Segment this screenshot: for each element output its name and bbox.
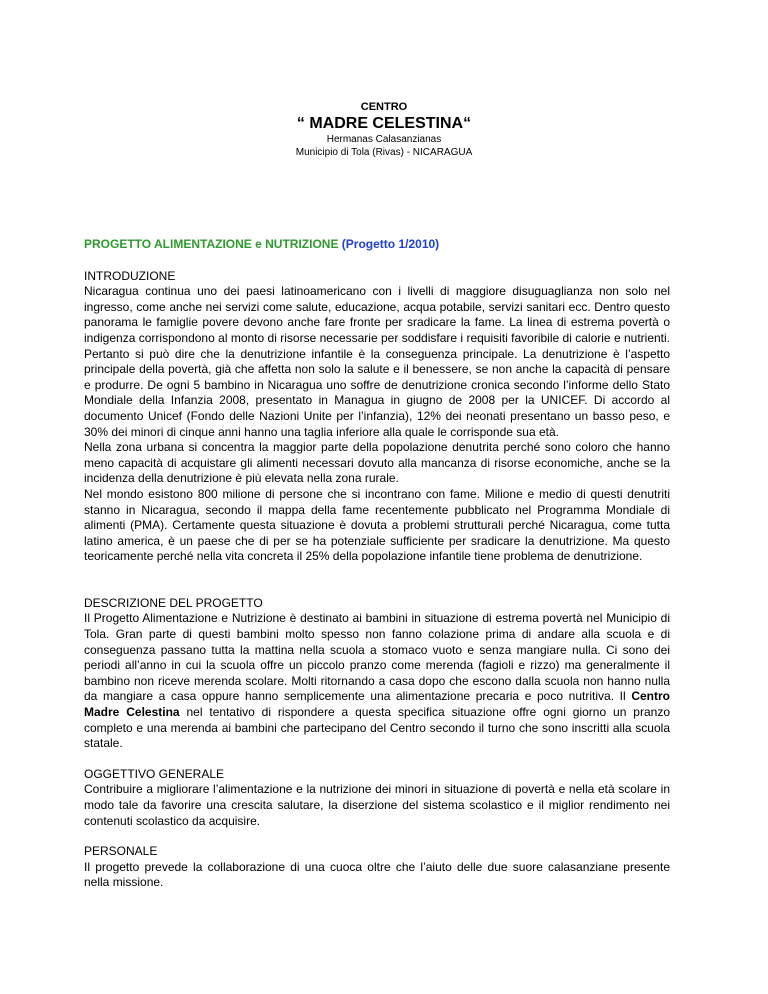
project-title-code: (Progetto 1/2010) xyxy=(341,237,440,251)
section-objective xyxy=(84,767,670,829)
header-subtitle-2: Municipio di Tola (Rivas) - NICARAGUA xyxy=(295,147,473,158)
section-introduction xyxy=(84,269,670,565)
paragraph-text: Il Progetto Alimentazione e Nutrizione è destinato ai bambini in situazione di estrema povertà nel Municipio di Tola. Gran parte di questi bambini molto spesso non fanno colazione prima di andare alla scuola e di conseguenza passano tutta la mattina nella scuola a stomaco vuoto e senza mangiare nulla. Ci sono dei periodi all’anno in cui la scuola offre un piccolo pranzo come merenda (fagioli e rizzo) ma generalmente il bambino non riceve merenda scolare. Molti ritornando a casa dopo che escono dalla scuola non hanno nulla da mangiare a casa oppure hanno semplicemente una alimentazione precaria e poco nutritiva. Il xyxy=(84,611,670,704)
header-subtitle-1: Hermanas Calasanzianas xyxy=(326,134,442,145)
paragraph: Il progetto prevede la collaborazione di una cuoca oltre che l’aiuto delle due suore calasanziane presente nella missione. xyxy=(84,859,670,890)
section-heading: PERSONALE xyxy=(84,844,158,859)
document-header xyxy=(0,100,768,159)
paragraph xyxy=(84,611,670,751)
paragraph: Nel mondo esistono 800 milione di persone che si incontrano con fame. Milione e medio di questi denutriti stanno in Nicaragua, secondo il mappa della fame recentemente pubblicato nel Programma Mondiale di alimenti (PMA). Certamente questa situazione è dovuta a problemi strutturali perché Nicaragua, come tutta latino america, è un paese che di per se ha potenziale sufficiente per sradicare la denutrizione. Ma questo teoricamente perché nella vita concreta il 25% della popolazione infantile tiene problema de denutrizione. xyxy=(84,486,670,564)
header-title: “ MADRE CELESTINA“ xyxy=(296,115,472,132)
project-title-main: PROGETTO ALIMENTAZIONE e NUTRIZIONE xyxy=(84,237,342,251)
paragraph-text: nel tentativo di rispondere a questa specifica situazione offre ogni giorno un pranzo completo e una merenda ai bambini che partecipano del Centro secondo il turno che sono inscritti alla scuola statale. xyxy=(84,705,670,751)
centro-name-bold: Centro Madre Celestina xyxy=(84,689,670,720)
paragraph: Nicaragua continua uno dei paesi latinoamericano con i livelli di maggiore disuguaglianza non solo nel ingresso, come anche nei servizi come salute, educazione, acqua potabile, servizi sanitari ecc. Dentro questo panorama le famiglie povere devono anche fare fronte per sradicare la fame. La linea di estrema povertà o indigenza corrispondono al monto di risorse necessarie per soddisfare i requisiti favoribile di calorie e nutrienti. Pertanto si può dire che la denutrizione infantile è la conseguenza principale. La denutrizione è l’aspetto principale della povertà, già che affetta non solo la salute e il benessere, se non anche la capacità di pensare e produrre. De ogni 5 bambino in Nicaragua uno soffre de denutrizione cronica secondo l’informe dello Stato Mondiale della Infanzia 2008, presentato in Managua in giugno de 2008 per la UNICEF. Di accordo al documento Unicef (Fondo delle Nazioni Unite per l’infanzia), 12% dei neonati presentano un basso peso, e 30% dei minori di cinque anni hanno una taglia inferiore alla quale le corrisponde sua età. xyxy=(84,284,670,439)
paragraph: Nella zona urbana si concentra la maggior parte della popolazione denutrita perché sono coloro che hanno meno capacità di acquistare gli alimenti necessari dovuto alla mancanza di risorse economiche, anche se la incidenza della denutrizione è più elevata nella zona rurale. xyxy=(84,440,670,486)
section-heading: DESCRIZIONE DEL PROGETTO xyxy=(84,595,263,610)
project-title xyxy=(84,237,670,253)
paragraph: Contribuire a migliorare l’alimentazione e la nutrizione dei minori in situazione di povertà e nella età scolare in modo tale da favorire una crescita salutare, la diserzione del sistema scolastico e il miglior rendimento nei contenuti scolastico da acquisire. xyxy=(84,782,670,828)
section-staff xyxy=(84,844,670,891)
section-heading: OGGETTIVO GENERALE xyxy=(84,766,225,781)
header-centro: CENTRO xyxy=(360,101,408,113)
section-heading: INTRODUZIONE xyxy=(84,268,176,283)
document-body xyxy=(84,237,670,906)
section-description xyxy=(84,596,670,752)
